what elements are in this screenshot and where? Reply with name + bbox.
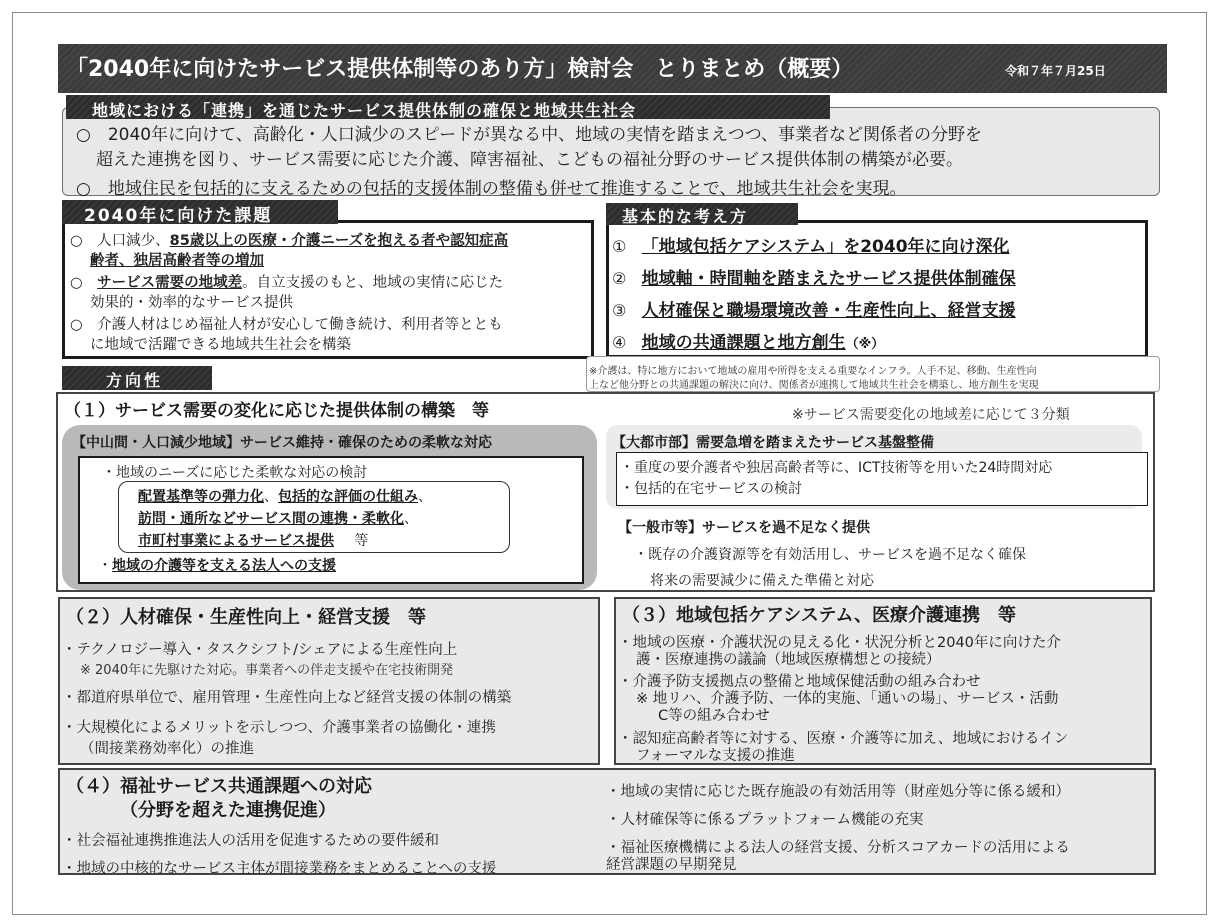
section-3-line-2-sub-cont: C等の組み合わせ — [658, 708, 770, 724]
note-line-1: ※介護は、特に地方において地域の雇用や所得を支える重要なインフラ。人手不足、移動、生産性向 — [589, 366, 1037, 377]
page-date: 令和７年７月25日 — [1005, 64, 1106, 78]
section-3-line-1-cont: 護・医療連携の議論（地域医療構想との接続） — [636, 652, 941, 668]
kadai-item-2 — [70, 271, 503, 292]
kadai-item-3: ○ 介護人材はじめ福祉人材が安心して働き続け、利用者等ととも — [70, 317, 503, 333]
section-3-line-3: ・認知症高齢者等に対する、医療・介護等に加え、地域におけるイン — [618, 731, 1069, 747]
kihon-text-3: 人材確保と職場環境改善・生産性向上、経営支援 — [641, 301, 1016, 321]
intro-heading: 地域における「連携」を通じたサービス提供体制の確保と地域共生社会 — [66, 95, 830, 119]
toshi-line-1: ・重度の要介護者や独居高齢者等に、ICT技術等を用いた24時間対応 — [620, 460, 1053, 476]
chusankan-row-3 — [138, 530, 368, 550]
chusankan-heading: 【中山間・人口減少地域】サービス維持・確保のための柔軟な対応 — [72, 435, 492, 451]
ippan-line-2: 将来の需要減少に備えた準備と対応 — [650, 573, 874, 589]
kadai-item-2-prefix: ○ — [70, 275, 98, 291]
section-4-right-3: ・福祉医療機構による法人の経営支援、分析スコアカードの活用による — [606, 840, 1070, 856]
kihon-item-1 — [612, 232, 1010, 257]
note-line-2: 上など他分野との共通課題の解決に向け、関係者が連携して地域共生社会を構築し、地方創生を実現 — [589, 380, 1039, 391]
chusankan-sep1: 、 — [264, 489, 278, 505]
section-2-line-1-sub: ※ 2040年に先駆けた対応。事業者への伴走支援や在宅技術開発 — [80, 663, 454, 678]
section-3-line-1: ・地域の医療・介護状況の見える化・状況分析と2040年に向けた介 — [618, 635, 1061, 651]
kadai-item-1 — [70, 229, 508, 250]
section-3-line-2: ・介護予防支援拠点の整備と地域保健活動の組み合わせ — [618, 674, 981, 690]
kihon-num-4: ④ — [612, 333, 627, 352]
section-3-line-3-cont: フォーマルな支援の推進 — [636, 748, 795, 764]
section-4-right-1: ・地域の実情に応じた既存施設の有効活用等（財産処分等に係る緩和） — [606, 784, 1070, 800]
section-4-title-1: （４）福祉サービス共通課題への対応 — [66, 776, 372, 797]
kadai-heading: 2040年に向けた課題 — [62, 200, 338, 224]
section-3-line-2-sub: ※ 地リハ、介護予防、一体的実施、「通いの場」、サービス・活動 — [636, 691, 1059, 707]
chusankan-row-1 — [138, 486, 432, 506]
chusankan-row-4 — [98, 555, 336, 575]
section-1-note: ※サービス需要変化の地域差に応じて３分類 — [792, 407, 1070, 423]
kihon-num-1: ① — [612, 237, 627, 256]
kihon-heading: 基本的な考え方 — [606, 203, 798, 225]
section-3-title: （３）地域包括ケアシステム、医療介護連携 等 — [622, 605, 1017, 626]
page-title: 「2040年に向けたサービス提供体制等のあり方」検討会 とりまとめ（概要） — [66, 57, 854, 82]
chusankan-b2: 訪問・通所などサービス間の連携・柔軟化 — [138, 511, 404, 527]
toshi-line-2: ・包括的在宅サービスの検討 — [620, 481, 802, 497]
intro-line-2: 超えた連携を図り、サービス需要に応じた介護、障害福祉、こどもの福祉分野のサービス提供体制の構築が必要。 — [96, 150, 963, 170]
kihon-item-4 — [612, 328, 884, 353]
kihon-text-2: 地域軸・時間軸を踏まえたサービス提供体制確保 — [641, 269, 1016, 289]
chusankan-tou: 等 — [354, 533, 369, 549]
hoko-heading: 方向性 — [62, 366, 212, 390]
section-2-line-2: ・都道府県単位で、雇用管理・生産性向上など経営支援の体制の構築 — [62, 690, 512, 706]
chusankan-dot: ・ — [98, 558, 112, 574]
section-2-line-3-cont: （間接業務効率化）の推進 — [80, 741, 254, 757]
kadai-item-2-cont: 効果的・効率的なサービス提供 — [90, 295, 293, 311]
kihon-note-mark: （※） — [845, 337, 885, 352]
section-4-left-2: ・地域の中核的なサービス主体が間接業務をまとめることへの支援 — [62, 861, 497, 877]
kihon-item-3 — [612, 296, 1016, 321]
kadai-item-1-bold: 85歳以上の医療・介護ニーズを抱える者や認知症高 — [169, 233, 509, 249]
intro-line-1: ○ 2040年に向けて、高齢化・人口減少のスピードが異なる中、地域の実情を踏まえつつ、事業者など関係者の分野を — [76, 125, 983, 145]
section-4-left-1: ・社会福祉連携推進法人の活用を促進するための要件緩和 — [62, 833, 439, 849]
toshi-heading: 【大都市部】需要急増を踏まえたサービス基盤整備 — [612, 435, 934, 451]
kihon-num-2: ② — [612, 269, 627, 288]
section-1-title: （１）サービス需要の変化に応じた提供体制の構築 等 — [64, 401, 489, 421]
kihon-text-1: 「地域包括ケアシステム」を2040年に向け深化 — [641, 237, 1010, 257]
section-4-right-3-cont: 経営課題の早期発見 — [606, 857, 737, 873]
kadai-item-2-rest: 。自立支援のもと、地域の実情に応じた — [242, 275, 504, 291]
kadai-item-1-bold-cont: 齢者、独居高齢者等の増加 — [90, 253, 264, 269]
kihon-text-4: 地域の共通課題と地方創生 — [641, 333, 846, 353]
chusankan-sep3: 、 — [404, 511, 418, 527]
intro-line-3: ○ 地域住民を包括的に支えるための包括的支援体制の整備も併せて推進することで、地域共生社会を実現。 — [76, 179, 907, 199]
kadai-item-1-prefix: ○ 人口減少、 — [70, 233, 170, 249]
section-4-right-2: ・人材確保等に係るプラットフォーム機能の充実 — [606, 812, 924, 828]
kadai-item-1-cont — [90, 249, 264, 270]
chusankan-row-2 — [138, 508, 418, 528]
chusankan-b3: 市町村事業によるサービス提供 — [138, 533, 334, 549]
ippan-heading: 【一般市等】サービスを過不足なく提供 — [618, 520, 870, 536]
ippan-line-1: ・既存の介護資源等を有効活用し、サービスを過不足なく確保 — [634, 547, 1026, 563]
section-2-line-3: ・大規模化によるメリットを示しつつ、介護事業者の協働化・連携 — [62, 720, 496, 736]
chusankan-b1b: 包括的な評価の仕組み — [278, 489, 418, 505]
section-4-title-2: （分野を超えた連携促進） — [120, 800, 336, 821]
kadai-item-3-cont: に地域で活躍できる地域共生社会を構築 — [90, 337, 351, 353]
chusankan-b4: 地域の介護等を支える法人への支援 — [112, 558, 336, 574]
section-2-title: （２）人材確保・生産性向上・経営支援 等 — [66, 607, 426, 628]
chusankan-line-1: ・地域のニーズに応じた柔軟な対応の検討 — [102, 465, 368, 481]
chusankan-b1a: 配置基準等の弾力化 — [138, 489, 264, 505]
chusankan-sep2: 、 — [418, 489, 432, 505]
kihon-num-3: ③ — [612, 301, 627, 320]
kihon-item-2 — [612, 264, 1016, 289]
section-2-line-1: ・テクノロジー導入・タスクシフト/シェアによる生産性向上 — [62, 642, 458, 658]
kadai-item-2-bold: サービス需要の地域差 — [97, 275, 243, 291]
